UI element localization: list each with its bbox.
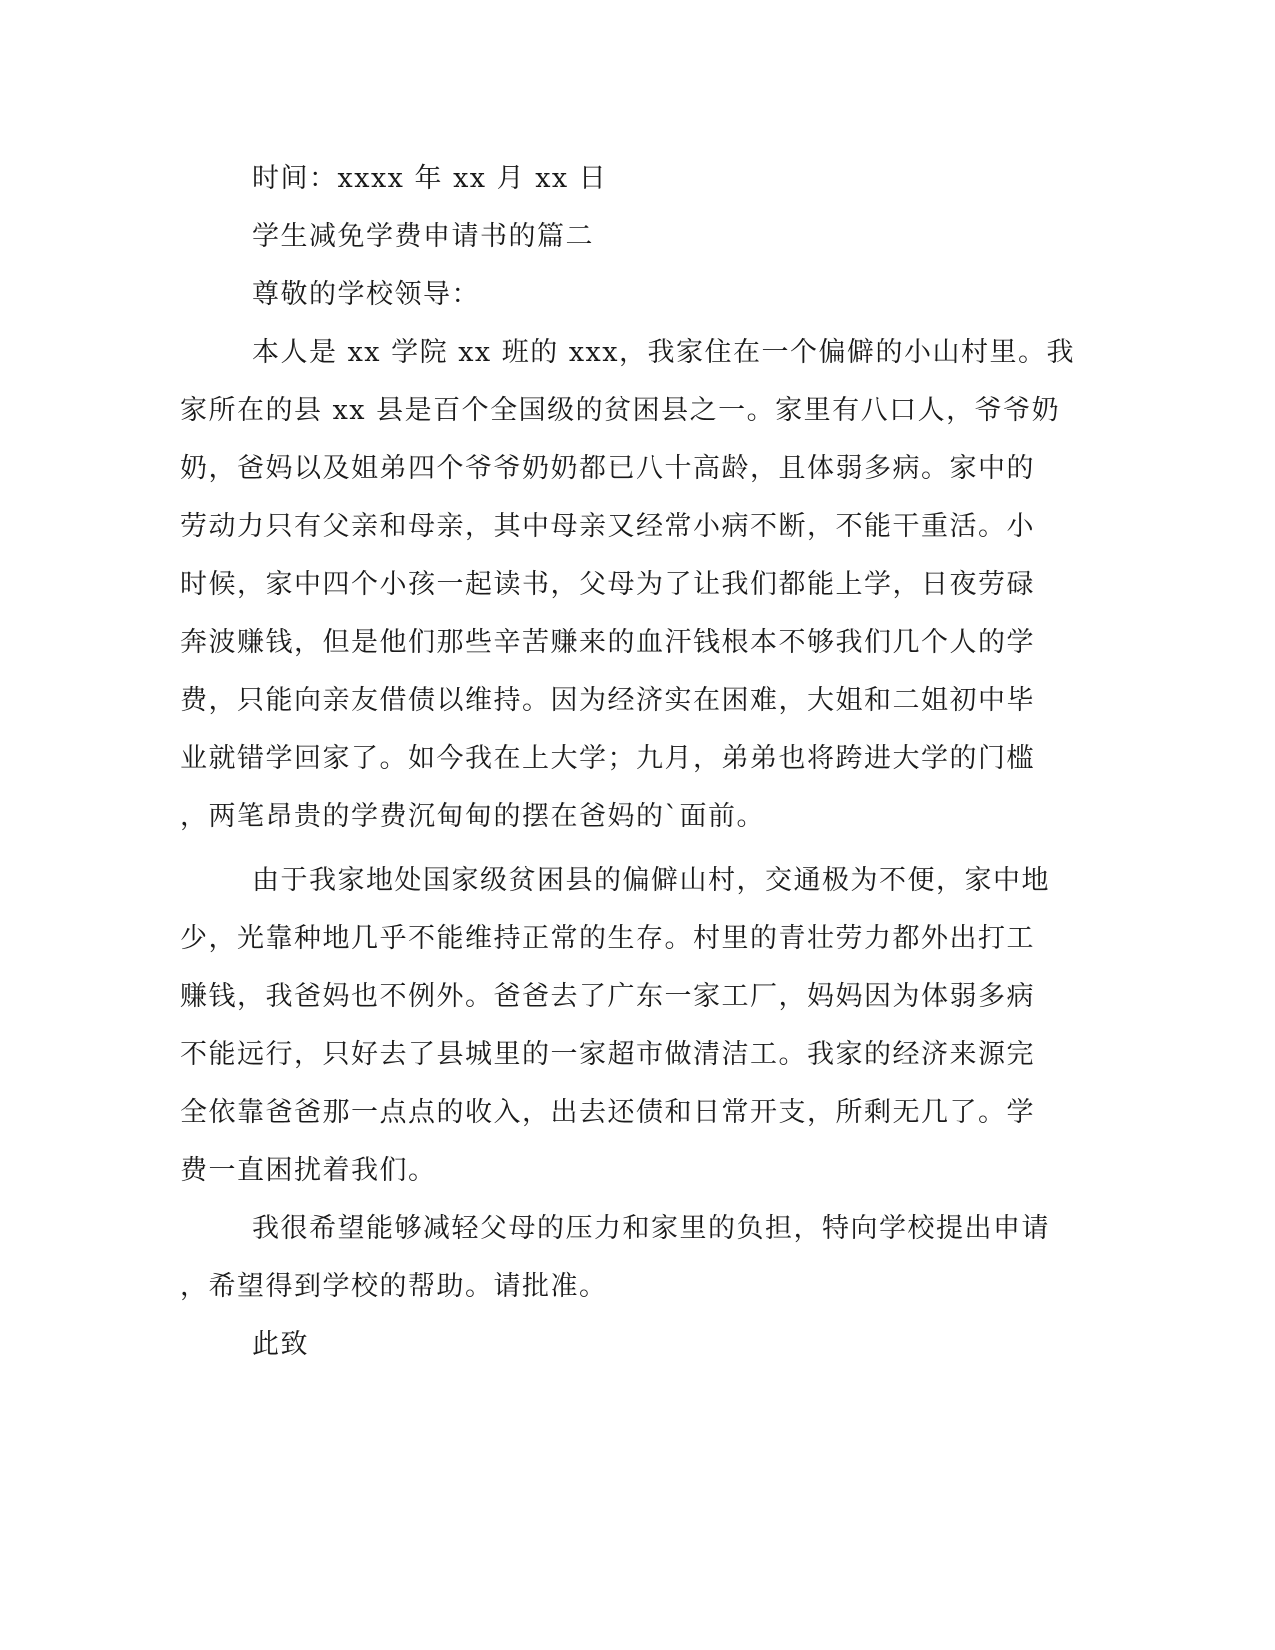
paragraph-line: 家所在的县 xx 县是百个全国级的贫困县之一。家里有八口人，爷爷奶 (180, 395, 1061, 426)
paragraph-line: 时候，家中四个小孩一起读书，父母为了让我们都能上学，日夜劳碌 (180, 569, 1035, 600)
closing: 此致 (252, 1329, 309, 1360)
paragraph-line: 不能远行，只好去了县城里的一家超市做清洁工。我家的经济来源完 (180, 1039, 1035, 1070)
paragraph-line: 劳动力只有父亲和母亲，其中母亲又经常小病不断，不能干重活。小 (180, 511, 1035, 542)
section-title: 学生减免学费申请书的篇二 (252, 221, 594, 252)
paragraph-line: 奔波赚钱，但是他们那些辛苦赚来的血汗钱根本不够我们几个人的学 (180, 627, 1035, 658)
paragraph-line: 奶，爸妈以及姐弟四个爷爷奶奶都已八十高龄，且体弱多病。家中的 (180, 453, 1035, 484)
paragraph-line: 全依靠爸爸那一点点的收入，出去还债和日常开支，所剩无几了。学 (180, 1097, 1035, 1128)
paragraph-line: 费，只能向亲友借债以维持。因为经济实在困难，大姐和二姐初中毕 (180, 685, 1035, 716)
paragraph-line: 由于我家地处国家级贫困县的偏僻山村，交通极为不便，家中地 (252, 865, 1050, 896)
paragraph-3 (180, 1200, 1050, 1316)
salutation: 尊敬的学校领导： (252, 279, 480, 310)
paragraph-line: 赚钱，我爸妈也不例外。爸爸去了广东一家工厂，妈妈因为体弱多病 (180, 981, 1035, 1012)
paragraph-line: 少，光靠种地几乎不能维持正常的生存。村里的青壮劳力都外出打工 (180, 923, 1035, 954)
paragraph-line: ，希望得到学校的帮助。请批准。 (180, 1271, 608, 1302)
paragraph-line: 我很希望能够减轻父母的压力和家里的负担，特向学校提出申请 (252, 1213, 1050, 1244)
paragraph-line: 费一直困扰着我们。 (180, 1155, 437, 1186)
date-line: 时间：xxxx 年 xx 月 xx 日 (252, 163, 608, 194)
paragraph-line: 业就错学回家了。如今我在上大学；九月，弟弟也将跨进大学的门槛 (180, 743, 1035, 774)
paragraph-line: ，两笔昂贵的学费沉甸甸的摆在爸妈的`面前。 (180, 801, 765, 832)
document-body (180, 150, 1076, 1374)
paragraph-2 (180, 852, 1050, 1200)
paragraph-1 (180, 324, 1076, 846)
paragraph-line: 本人是 xx 学院 xx 班的 xxx，我家住在一个偏僻的小山村里。我 (252, 337, 1076, 368)
